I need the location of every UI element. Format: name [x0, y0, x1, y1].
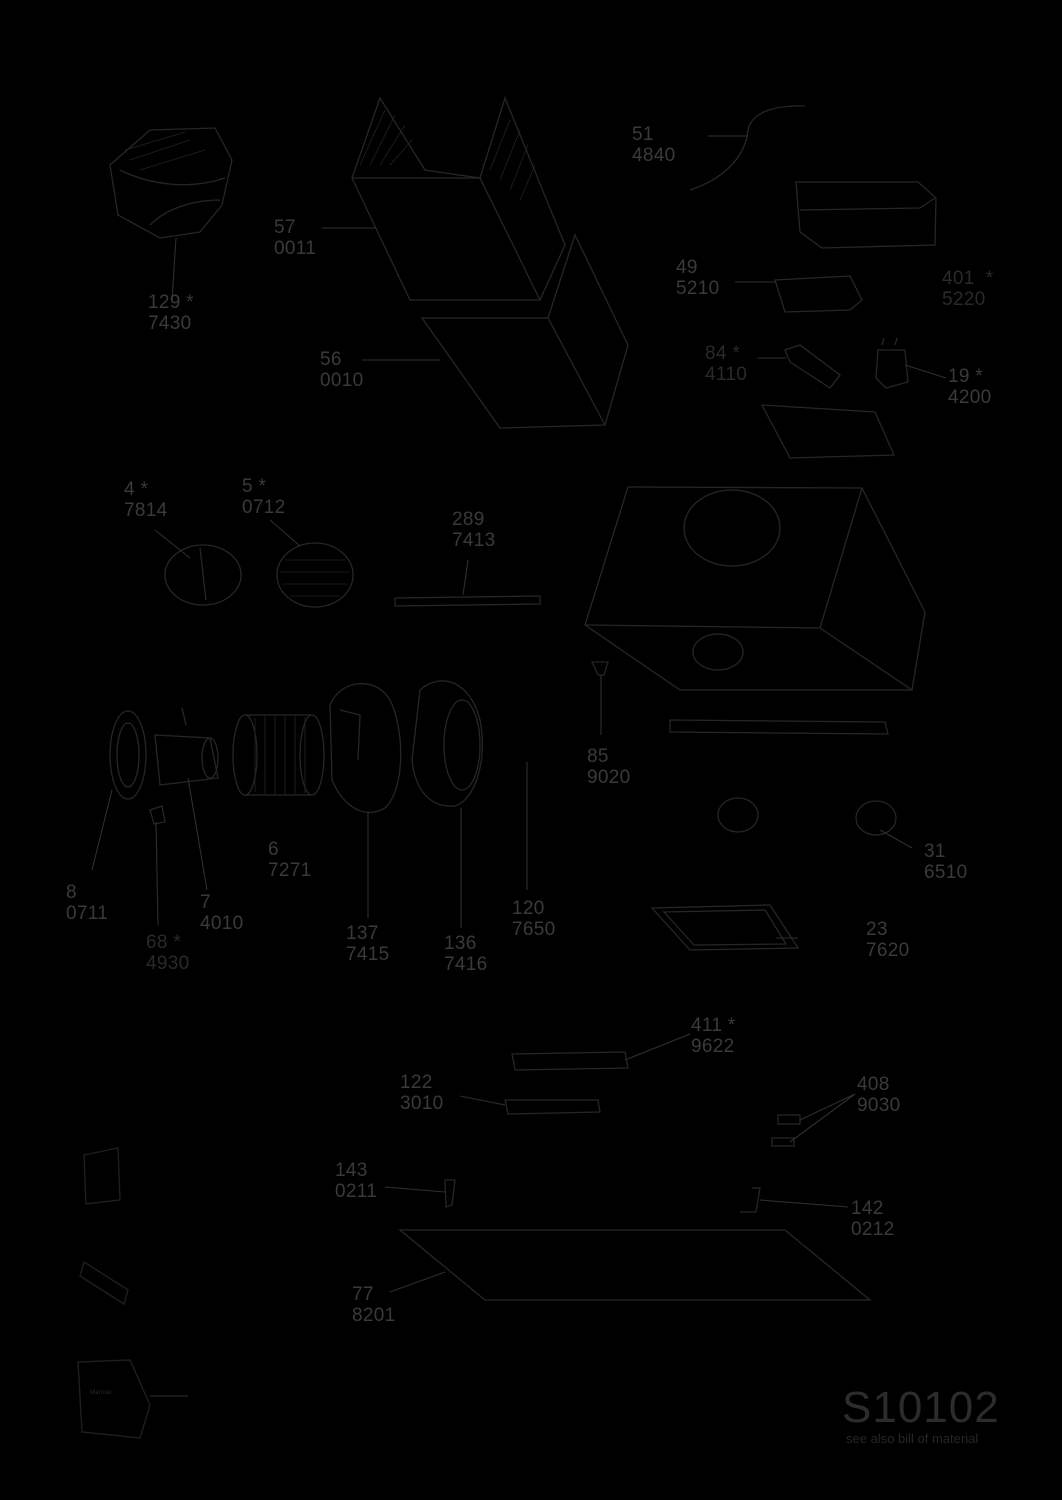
- part-label-85: 85 9020: [587, 746, 631, 788]
- leader-lines: [92, 136, 946, 1396]
- part-label-84: 84 * 4110: [705, 343, 748, 385]
- part-label-120: 120 7650: [512, 898, 556, 940]
- part-51-drawing: [690, 106, 805, 190]
- part-label-136: 136 7416: [444, 933, 488, 975]
- part-4-drawing: [165, 545, 241, 605]
- part-143-drawing: [445, 1180, 455, 1207]
- part-label-143: 143 0211: [335, 1160, 378, 1202]
- part-label-51: 51 4840: [632, 124, 676, 166]
- part-label-77: 77 8201: [352, 1284, 396, 1326]
- part-31-drawing: [718, 798, 896, 835]
- part-137-drawing: [330, 684, 401, 813]
- manual-booklet-drawing: [84, 1148, 120, 1204]
- part-label-6: 6 7271: [268, 839, 312, 881]
- part-label-137: 137 7415: [346, 923, 390, 965]
- part-8-drawing: [110, 711, 146, 799]
- part-label-57: 57 0011: [274, 217, 317, 259]
- bracket-drawing: [762, 405, 894, 458]
- part-label-408: 408 9030: [857, 1074, 901, 1116]
- part-label-5: 5 * 0712: [242, 476, 286, 518]
- part-19-drawing: [876, 338, 908, 388]
- part-49-drawing: [775, 276, 862, 312]
- part-122-drawing: [505, 1100, 600, 1114]
- part-label-7: 7 4010: [200, 892, 244, 934]
- part-label-4: 4 * 7814: [124, 479, 168, 521]
- part-136-drawing: [412, 681, 482, 806]
- bracket-accessory-drawing: [80, 1262, 128, 1304]
- part-289-drawing: [395, 596, 540, 606]
- part-label-8: 8 0711: [66, 882, 109, 924]
- part-label-31: 31 6510: [924, 841, 968, 883]
- part-label-142: 142 0212: [851, 1198, 895, 1240]
- part-85-drawing: [592, 662, 608, 675]
- part-68-drawing: [150, 806, 165, 824]
- accessory-bag-drawing: [78, 1360, 150, 1438]
- part-label-122: 122 3010: [400, 1072, 444, 1114]
- part-label-401: 401 * 5220: [942, 268, 994, 310]
- part-6-drawing: [233, 715, 324, 795]
- manual-label: Manual: [90, 1390, 112, 1396]
- drawing-code: S10102: [842, 1383, 1000, 1432]
- part-129-drawing: [110, 128, 232, 238]
- part-77-drawing: [400, 1230, 870, 1300]
- part-label-289: 289 7413: [452, 509, 496, 551]
- part-label-68: 68 * 4930: [146, 932, 190, 974]
- part-label-129: 129 * 7430: [148, 292, 194, 334]
- part-label-23: 23 7620: [866, 919, 910, 961]
- part-84-drawing: [785, 345, 840, 388]
- part-56-drawing: [422, 235, 628, 428]
- part-142-drawing: [740, 1188, 760, 1212]
- part-57-drawing: [352, 98, 565, 300]
- part-411-drawing: [512, 1052, 628, 1070]
- bill-of-material-note: see also bill of material: [846, 1431, 979, 1446]
- part-23-drawing: [652, 905, 798, 950]
- part-401-drawing: [796, 182, 936, 248]
- canopy-body-drawing: [585, 487, 925, 734]
- part-label-49: 49 5210: [676, 257, 720, 299]
- part-label-411: 411 * 9622: [691, 1015, 736, 1057]
- part-408-drawing: [772, 1115, 800, 1146]
- part-5-drawing: [277, 543, 353, 607]
- part-7-drawing: [155, 708, 218, 785]
- part-label-19: 19 * 4200: [948, 366, 992, 408]
- part-label-56: 56 0010: [320, 349, 364, 391]
